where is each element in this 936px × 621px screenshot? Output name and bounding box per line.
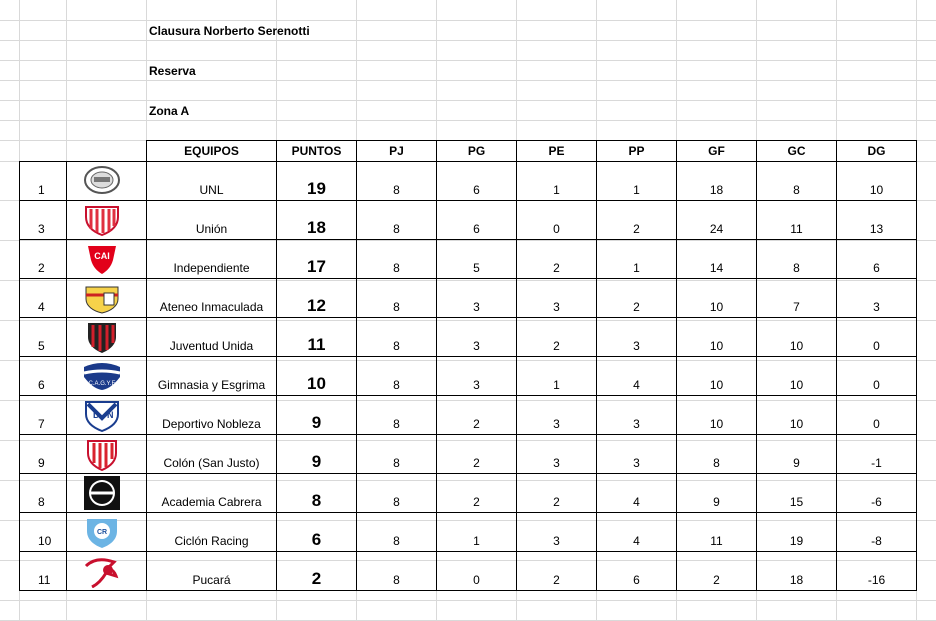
standings-table [19, 140, 917, 591]
pg-cell[interactable]: 3 [437, 357, 517, 396]
team-name-cell[interactable]: Ciclón Racing [147, 513, 277, 552]
union-crest-icon [82, 203, 122, 235]
pp-cell[interactable]: 2 [597, 279, 677, 318]
dg-cell[interactable]: 0 [837, 318, 917, 357]
team-name-cell[interactable]: Colón (San Justo) [147, 435, 277, 474]
dg-cell[interactable]: -1 [837, 435, 917, 474]
logo-cell[interactable] [67, 357, 147, 396]
gf-cell[interactable]: 14 [677, 240, 757, 279]
logo-cell[interactable] [67, 201, 147, 240]
gf-cell[interactable]: 2 [677, 552, 757, 591]
pp-cell[interactable]: 3 [597, 396, 677, 435]
gc-cell[interactable]: 9 [757, 435, 837, 474]
team-name-cell[interactable]: Independiente [147, 240, 277, 279]
gf-cell[interactable]: 18 [677, 162, 757, 201]
col-header-pg[interactable]: PG [437, 141, 517, 162]
position-cell[interactable]: 6 [20, 357, 67, 396]
pts-cell[interactable]: 9 [277, 435, 357, 474]
dg-cell[interactable]: 0 [837, 396, 917, 435]
pts-cell[interactable]: 18 [277, 201, 357, 240]
pp-cell[interactable]: 6 [597, 552, 677, 591]
team-name-cell[interactable]: Juventud Unida [147, 318, 277, 357]
position-cell[interactable]: 4 [20, 279, 67, 318]
dg-cell[interactable]: 3 [837, 279, 917, 318]
pj-cell[interactable]: 8 [357, 240, 437, 279]
svg-text:D: D [93, 410, 100, 420]
gimnasia-crest-icon [82, 359, 122, 391]
pj-cell[interactable]: 8 [357, 513, 437, 552]
position-cell[interactable]: 3 [20, 201, 67, 240]
gc-cell[interactable]: 8 [757, 162, 837, 201]
position-cell[interactable]: 2 [20, 240, 67, 279]
dg-cell[interactable]: 0 [837, 357, 917, 396]
logo-cell[interactable] [67, 513, 147, 552]
svg-text:C.A.G.Y.E: C.A.G.Y.E [88, 381, 116, 387]
zone-label: Zona A [149, 104, 190, 118]
dg-cell[interactable]: 6 [837, 240, 917, 279]
logo-cell[interactable] [67, 240, 147, 279]
team-name-cell[interactable]: UNL [147, 162, 277, 201]
dg-cell[interactable]: -6 [837, 474, 917, 513]
division-label: Reserva [149, 64, 196, 78]
col-header-gc[interactable]: GC [757, 141, 837, 162]
gc-cell[interactable]: 19 [757, 513, 837, 552]
pg-cell[interactable]: 2 [437, 435, 517, 474]
pts-cell[interactable]: 11 [277, 318, 357, 357]
pj-cell[interactable]: 8 [357, 201, 437, 240]
pg-cell[interactable]: 2 [437, 474, 517, 513]
pg-cell[interactable]: 3 [437, 279, 517, 318]
position-cell[interactable]: 7 [20, 396, 67, 435]
position-cell[interactable]: 9 [20, 435, 67, 474]
pe-cell[interactable]: 2 [517, 552, 597, 591]
table-row[interactable] [20, 318, 917, 357]
pe-cell[interactable]: 2 [517, 474, 597, 513]
team-name-cell[interactable]: Unión [147, 201, 277, 240]
ateneo-crest-icon [82, 281, 122, 313]
pts-cell[interactable]: 8 [277, 474, 357, 513]
table-row[interactable] [20, 513, 917, 552]
table-row[interactable] [20, 435, 917, 474]
pj-cell[interactable]: 8 [357, 357, 437, 396]
dg-cell[interactable]: 13 [837, 201, 917, 240]
col-header-pp[interactable]: PP [597, 141, 677, 162]
gc-cell[interactable]: 10 [757, 318, 837, 357]
tournament-title: Clausura Norberto Serenotti [149, 24, 310, 38]
pts-cell[interactable]: 9 [277, 396, 357, 435]
team-name-cell[interactable]: Gimnasia y Esgrima [147, 357, 277, 396]
pj-cell[interactable]: 8 [357, 474, 437, 513]
pg-cell[interactable]: 2 [437, 396, 517, 435]
pe-cell[interactable]: 3 [517, 513, 597, 552]
pts-cell[interactable]: 10 [277, 357, 357, 396]
unl-crest-icon [82, 164, 122, 196]
pp-cell[interactable]: 2 [597, 201, 677, 240]
academia-crest-icon [82, 476, 122, 508]
gc-cell[interactable]: 18 [757, 552, 837, 591]
team-name-cell[interactable]: Pucará [147, 552, 277, 591]
pj-cell[interactable]: 8 [357, 435, 437, 474]
logo-cell[interactable] [67, 162, 147, 201]
svg-text:CAI: CAI [94, 251, 110, 261]
position-cell[interactable]: 8 [20, 474, 67, 513]
pe-cell[interactable]: 1 [517, 162, 597, 201]
col-header-equipos[interactable]: EQUIPOS [147, 141, 277, 162]
pe-cell[interactable]: 2 [517, 240, 597, 279]
gf-cell[interactable]: 10 [677, 318, 757, 357]
gf-cell[interactable]: 9 [677, 474, 757, 513]
gc-cell[interactable]: 11 [757, 201, 837, 240]
pg-cell[interactable]: 0 [437, 552, 517, 591]
table-row[interactable] [20, 474, 917, 513]
nobleza-crest-icon [82, 398, 122, 430]
logo-cell[interactable] [67, 435, 147, 474]
pp-cell[interactable]: 1 [597, 240, 677, 279]
position-cell[interactable]: 10 [20, 513, 67, 552]
table-row[interactable] [20, 240, 917, 279]
pj-cell[interactable]: 8 [357, 552, 437, 591]
pg-cell[interactable]: 5 [437, 240, 517, 279]
pg-cell[interactable]: 3 [437, 318, 517, 357]
svg-text:N: N [107, 410, 114, 420]
pucara-crest-icon [82, 554, 122, 586]
gc-cell[interactable]: 8 [757, 240, 837, 279]
col-header-pe[interactable]: PE [517, 141, 597, 162]
pp-cell[interactable]: 4 [597, 357, 677, 396]
pj-cell[interactable]: 8 [357, 162, 437, 201]
juventud-crest-icon [82, 320, 122, 352]
svg-text:CR: CR [96, 529, 108, 536]
position-cell[interactable]: 1 [20, 162, 67, 201]
gf-cell[interactable]: 8 [677, 435, 757, 474]
pe-cell[interactable]: 1 [517, 357, 597, 396]
pj-cell[interactable]: 8 [357, 396, 437, 435]
pj-cell[interactable]: 8 [357, 318, 437, 357]
pj-cell[interactable]: 8 [357, 279, 437, 318]
logo-cell[interactable] [67, 396, 147, 435]
pts-cell[interactable]: 12 [277, 279, 357, 318]
table-row[interactable] [20, 396, 917, 435]
logo-cell[interactable] [67, 279, 147, 318]
gc-cell[interactable]: 15 [757, 474, 837, 513]
gf-cell[interactable]: 10 [677, 357, 757, 396]
pg-cell[interactable]: 6 [437, 201, 517, 240]
pts-cell[interactable]: 19 [277, 162, 357, 201]
pts-cell[interactable]: 2 [277, 552, 357, 591]
gf-cell[interactable]: 10 [677, 396, 757, 435]
pe-cell[interactable]: 3 [517, 435, 597, 474]
team-name-cell[interactable]: Deportivo Nobleza [147, 396, 277, 435]
gc-cell[interactable]: 10 [757, 396, 837, 435]
col-header-dg[interactable]: DG [837, 141, 917, 162]
ciclon-crest-icon [82, 515, 122, 547]
pts-cell[interactable]: 6 [277, 513, 357, 552]
dg-cell[interactable]: -16 [837, 552, 917, 591]
pg-cell[interactable]: 1 [437, 513, 517, 552]
gc-cell[interactable]: 10 [757, 357, 837, 396]
col-header-gf[interactable]: GF [677, 141, 757, 162]
logo-cell[interactable] [67, 552, 147, 591]
position-cell[interactable]: 5 [20, 318, 67, 357]
pe-cell[interactable]: 2 [517, 318, 597, 357]
position-cell[interactable]: 11 [20, 552, 67, 591]
colon-crest-icon [82, 437, 122, 469]
pp-cell[interactable]: 3 [597, 318, 677, 357]
team-name-cell[interactable]: Ateneo Inmaculada [147, 279, 277, 318]
col-header-puntos[interactable]: PUNTOS [277, 141, 357, 162]
pp-cell[interactable]: 3 [597, 435, 677, 474]
gc-cell[interactable]: 7 [757, 279, 837, 318]
logo-cell[interactable] [67, 318, 147, 357]
pp-cell[interactable]: 4 [597, 513, 677, 552]
independiente-crest-icon [82, 242, 122, 274]
pp-cell[interactable]: 4 [597, 474, 677, 513]
pe-cell[interactable]: 3 [517, 396, 597, 435]
table-row[interactable] [20, 552, 917, 591]
logo-cell[interactable] [67, 474, 147, 513]
pe-cell[interactable]: 3 [517, 279, 597, 318]
dg-cell[interactable]: 10 [837, 162, 917, 201]
table-row[interactable] [20, 279, 917, 318]
pe-cell[interactable]: 0 [517, 201, 597, 240]
pts-cell[interactable]: 17 [277, 240, 357, 279]
gf-cell[interactable]: 24 [677, 201, 757, 240]
dg-cell[interactable]: -8 [837, 513, 917, 552]
gf-cell[interactable]: 11 [677, 513, 757, 552]
table-row[interactable] [20, 357, 917, 396]
team-name-cell[interactable]: Academia Cabrera [147, 474, 277, 513]
table-row[interactable] [20, 162, 917, 201]
col-header-pj[interactable]: PJ [357, 141, 437, 162]
gf-cell[interactable]: 10 [677, 279, 757, 318]
pg-cell[interactable]: 6 [437, 162, 517, 201]
table-row[interactable] [20, 201, 917, 240]
table-header-row [20, 141, 917, 162]
pp-cell[interactable]: 1 [597, 162, 677, 201]
